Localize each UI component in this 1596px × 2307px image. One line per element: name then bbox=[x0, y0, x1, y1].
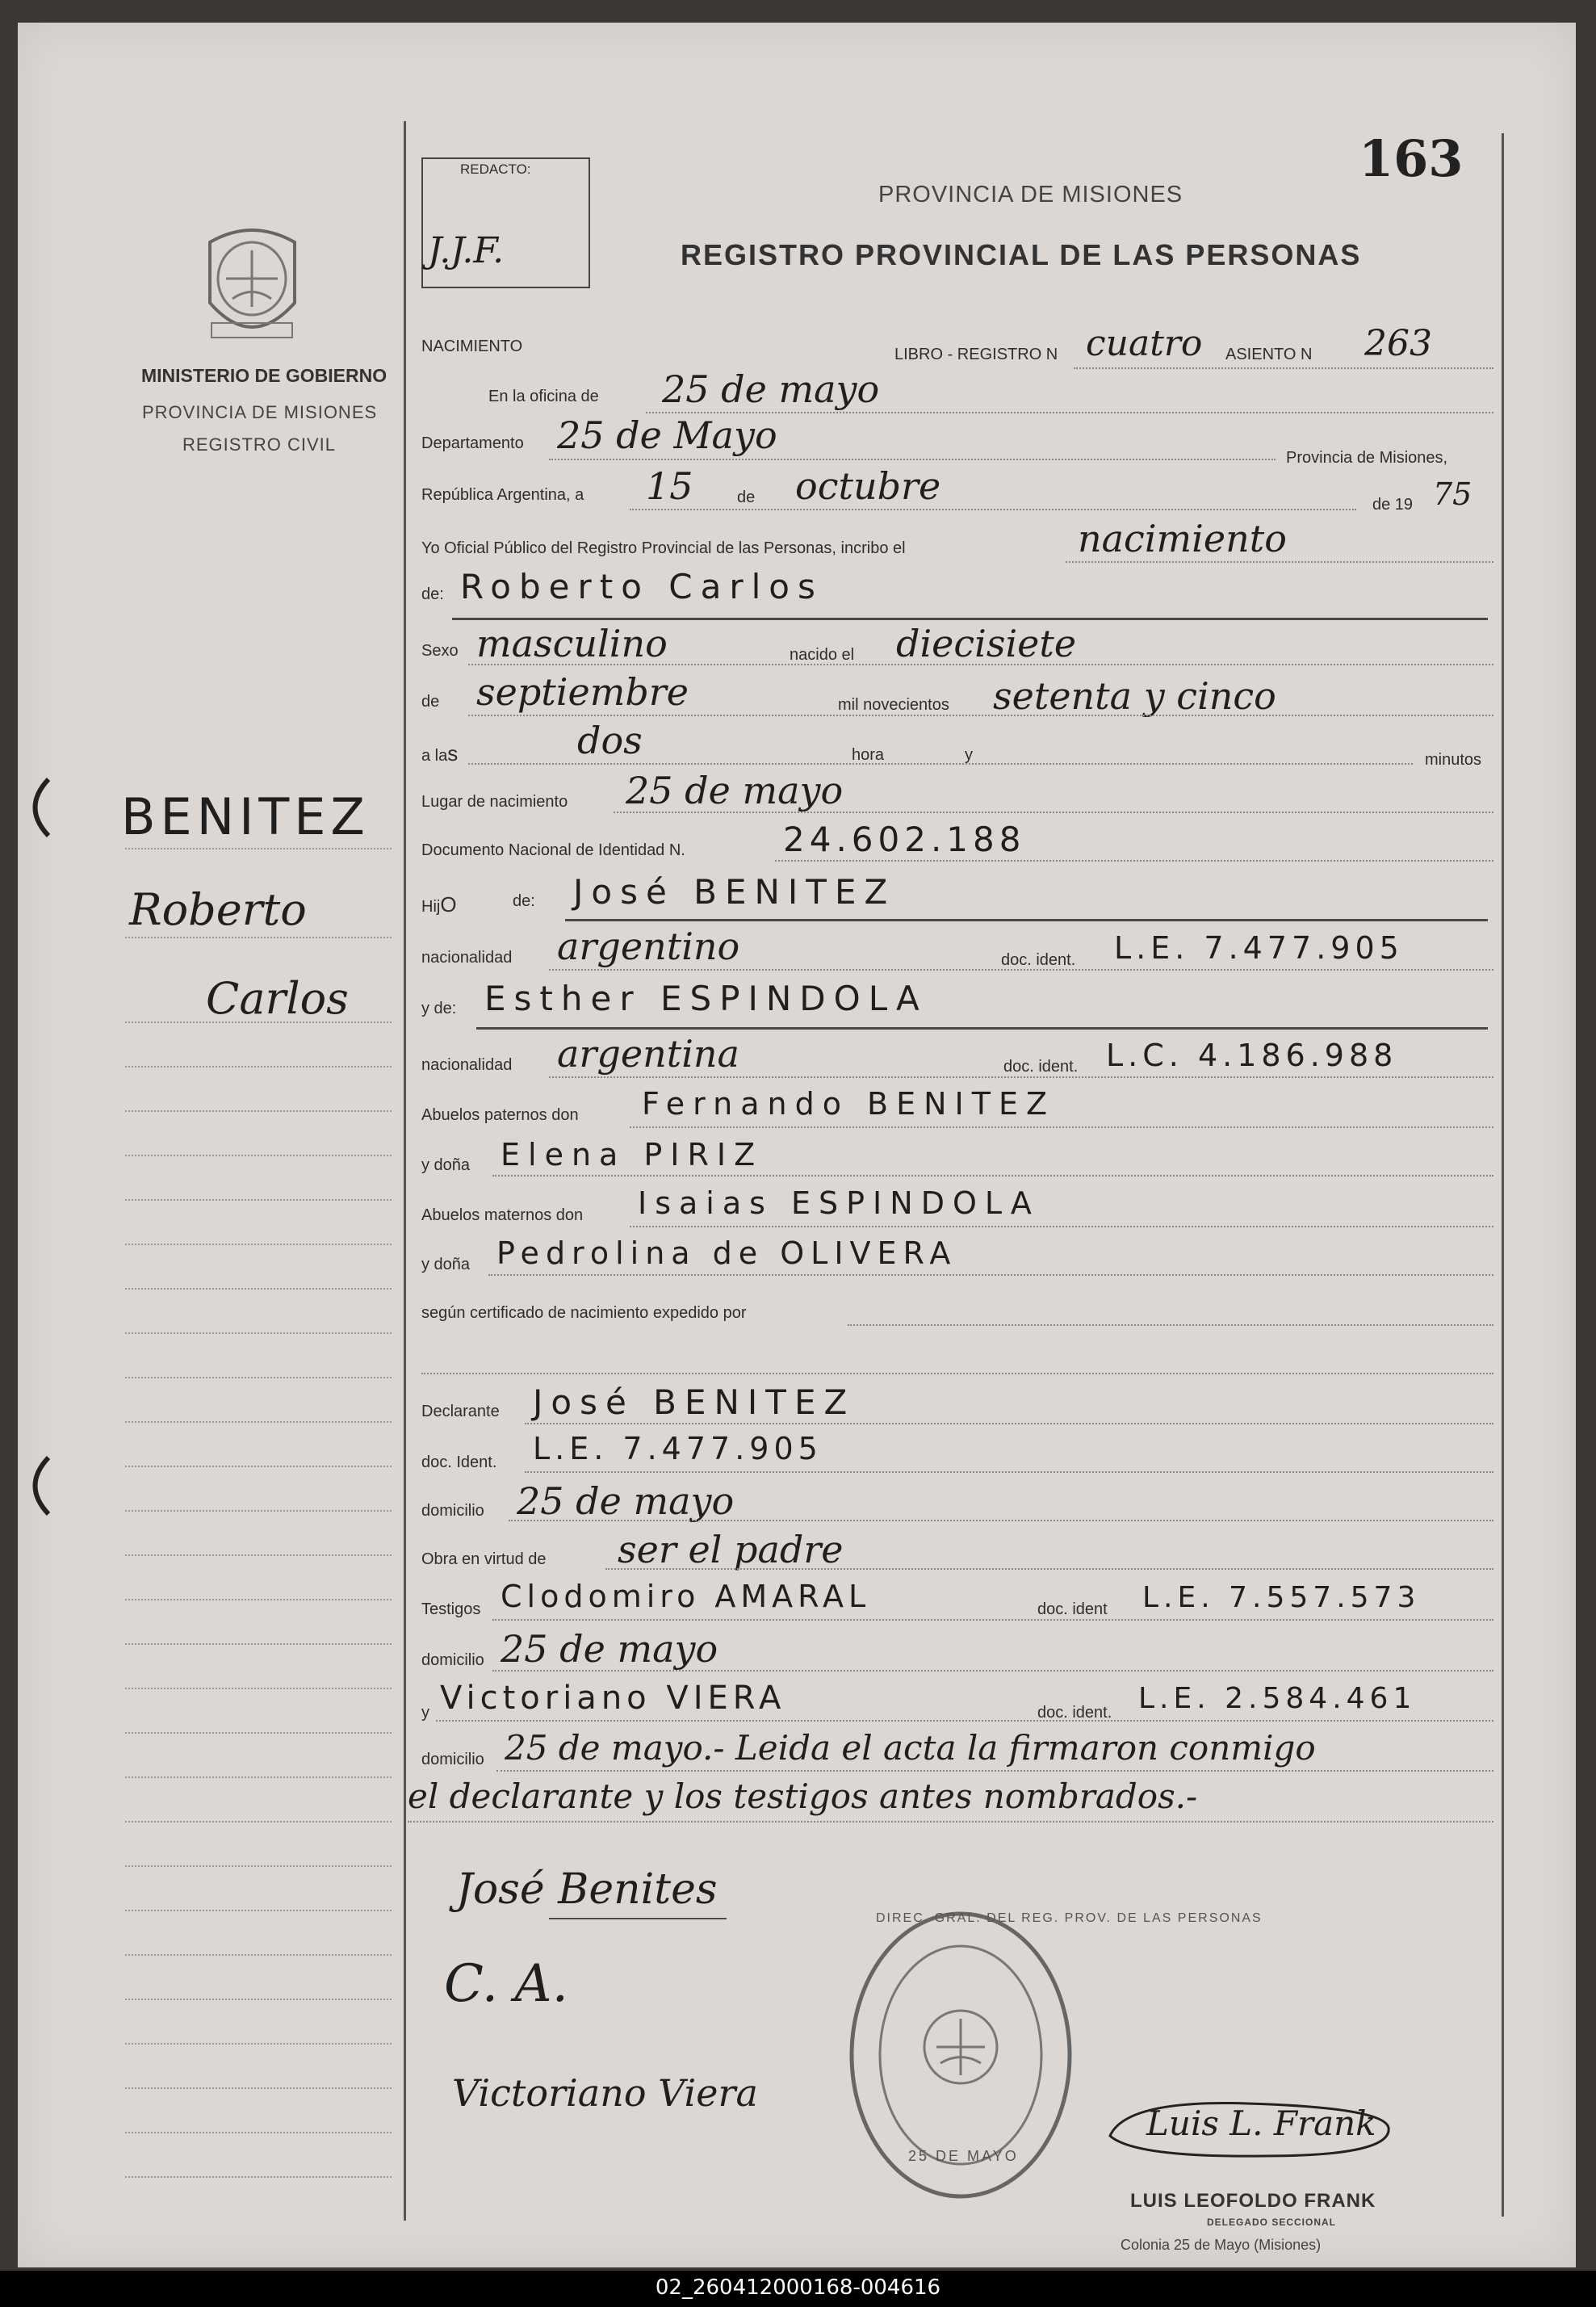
provincia-label: Provincia de Misiones, bbox=[1286, 449, 1448, 467]
doc4-value: L.E. 2.584.461 bbox=[1138, 1682, 1417, 1715]
left-column-divider bbox=[404, 121, 406, 2221]
domicilio1-label: domicilio bbox=[421, 1502, 484, 1520]
hijo-de-label: de: bbox=[513, 892, 535, 910]
lugar-label: Lugar de nacimiento bbox=[421, 793, 568, 811]
margin-line bbox=[125, 1954, 392, 1956]
closing-line bbox=[408, 1821, 1493, 1823]
margin-line bbox=[125, 2087, 392, 2089]
person-line bbox=[452, 618, 1488, 620]
domicilio3-value: 25 de mayo.- Leida el acta la firmaron conmigo bbox=[505, 1728, 1316, 1768]
docid-label: doc. Ident. bbox=[421, 1453, 497, 1471]
sexo-line bbox=[468, 664, 1493, 665]
libro-value: cuatro bbox=[1086, 323, 1203, 364]
abm2-value: Pedrolina de OLIVERA bbox=[496, 1235, 957, 1271]
nacido-value: diecisiete bbox=[896, 622, 1077, 665]
signature-witness1: C. A. bbox=[444, 1954, 568, 2014]
month-line bbox=[468, 715, 1493, 716]
dni-label: Documento Nacional de Identidad N. bbox=[421, 841, 685, 859]
right-margin-line bbox=[1502, 133, 1504, 2217]
province-heading: PROVINCIA DE MISIONES bbox=[878, 182, 1183, 208]
mother-value: Esther ESPINDOLA bbox=[484, 979, 928, 1018]
record-type-label: NACIMIENTO bbox=[421, 338, 523, 355]
testigos-label: Testigos bbox=[421, 1600, 481, 1618]
margin-line bbox=[125, 1554, 392, 1556]
testigo2-line bbox=[436, 1720, 1493, 1722]
mil-label: mil novecientos bbox=[838, 696, 949, 714]
hijo-label-text: Hij bbox=[421, 898, 441, 916]
doc2-value: L.C. 4.186.988 bbox=[1106, 1038, 1398, 1073]
departamento-value: 25 de Mayo bbox=[557, 413, 777, 457]
lugar-line bbox=[614, 812, 1493, 813]
birth-month-value: septiembre bbox=[476, 670, 689, 714]
asiento-label: ASIENTO N bbox=[1225, 346, 1313, 363]
departamento-line bbox=[549, 459, 1276, 460]
margin-line bbox=[125, 2043, 392, 2045]
domicilio1-value: 25 de mayo bbox=[517, 1479, 735, 1523]
oficina-value: 25 de mayo bbox=[662, 367, 880, 411]
dni-line bbox=[775, 860, 1493, 862]
margin-line bbox=[125, 1155, 392, 1156]
declarante-line bbox=[525, 1423, 1493, 1424]
stamp-inner: 25 DE MAYO bbox=[908, 2148, 1019, 2164]
asiento-value: 263 bbox=[1364, 323, 1432, 364]
doc3-label: doc. ident bbox=[1037, 1600, 1108, 1618]
doc1-value: L.E. 7.477.905 bbox=[1114, 930, 1404, 966]
year-label: de 19 bbox=[1372, 496, 1414, 514]
oficina-label: En la oficina de bbox=[488, 388, 599, 405]
abm2-line bbox=[488, 1274, 1493, 1276]
abm-line bbox=[630, 1226, 1493, 1227]
declarante-label: Declarante bbox=[421, 1403, 500, 1420]
alas-label-text: a la bbox=[421, 747, 448, 765]
redacto-value: J.J.F. bbox=[428, 230, 505, 271]
y-label: y bbox=[965, 746, 973, 764]
abp2-line bbox=[492, 1175, 1493, 1177]
month-value: octubre bbox=[795, 464, 941, 508]
testigo1-line bbox=[492, 1619, 1493, 1621]
nac2-line bbox=[549, 1076, 1493, 1078]
margin-line bbox=[125, 1643, 392, 1645]
inscribo-label: Yo Oficial Público del Registro Provincial de las Personas, incribo el bbox=[421, 539, 906, 557]
birth-year-value: setenta y cinco bbox=[993, 674, 1276, 718]
segun-line-2 bbox=[421, 1373, 1493, 1374]
margin-line bbox=[125, 1110, 392, 1112]
margin-line bbox=[125, 1199, 392, 1201]
signature-declarante: José Benites bbox=[456, 1865, 718, 1914]
margin-line bbox=[125, 1999, 392, 2000]
docid-value: L.E. 7.477.905 bbox=[533, 1431, 823, 1466]
margin-surname: BENITEZ bbox=[121, 787, 370, 846]
segun-label: según certificado de nacimiento expedido por bbox=[421, 1304, 747, 1322]
father-value: José BENITEZ bbox=[573, 872, 896, 912]
libro-line bbox=[1074, 367, 1493, 369]
signature-underline bbox=[549, 1918, 727, 1919]
inscribo-value: nacimiento bbox=[1078, 517, 1287, 560]
official-name: LUIS LEOFOLDO FRANK bbox=[1130, 2190, 1376, 2212]
testigo1-value: Clodomiro AMARAL bbox=[501, 1579, 871, 1614]
margin-line bbox=[125, 1510, 392, 1512]
margin-line bbox=[125, 1066, 392, 1068]
person-value: Roberto Carlos bbox=[460, 567, 823, 606]
certificate-page bbox=[18, 23, 1576, 2267]
official-signature: Luis L. Frank bbox=[1146, 2104, 1376, 2143]
y2-label: y bbox=[421, 1704, 429, 1722]
nac2-value: argentina bbox=[557, 1032, 739, 1076]
inscribo-line bbox=[1066, 561, 1493, 563]
dni-value: 24.602.188 bbox=[783, 820, 1026, 859]
abm-label: Abuelos maternos don bbox=[421, 1206, 584, 1224]
father-line bbox=[565, 919, 1488, 921]
de-label: de bbox=[737, 489, 756, 506]
day-value: 15 bbox=[646, 464, 693, 508]
alas-suffix: s bbox=[447, 741, 459, 766]
margin-line bbox=[125, 937, 392, 938]
margin-line bbox=[125, 1244, 392, 1245]
nac1-value: argentino bbox=[557, 925, 740, 968]
margin-line bbox=[125, 1332, 392, 1334]
margin-line bbox=[125, 2176, 392, 2178]
margin-line bbox=[125, 1688, 392, 1689]
nacido-label: nacido el bbox=[790, 646, 855, 664]
official-place: Colonia 25 de Mayo (Misiones) bbox=[1121, 2237, 1322, 2253]
year-value: 75 bbox=[1433, 476, 1472, 512]
margin-line bbox=[125, 1865, 392, 1867]
domicilio1-line bbox=[509, 1520, 1493, 1521]
date-line bbox=[630, 509, 1356, 510]
doc3-value: L.E. 7.557.573 bbox=[1142, 1581, 1421, 1614]
ministry-line2: PROVINCIA DE MISIONES bbox=[142, 402, 378, 422]
minutos-label: minutos bbox=[1425, 751, 1482, 769]
ydona1-label: y doña bbox=[421, 1156, 471, 1174]
abp2-value: Elena PIRIZ bbox=[501, 1137, 764, 1172]
hora-label: hora bbox=[852, 746, 885, 764]
doc2-label: doc. ident. bbox=[1003, 1058, 1079, 1076]
lugar-value: 25 de mayo bbox=[626, 769, 844, 812]
ministry-line3: REGISTRO CIVIL bbox=[182, 434, 337, 455]
domicilio2-line bbox=[492, 1670, 1493, 1672]
margin-line bbox=[125, 1599, 392, 1600]
docid-line bbox=[525, 1471, 1493, 1473]
binder-hole-top bbox=[18, 775, 50, 840]
hour-value: dos bbox=[577, 719, 643, 762]
margin-line bbox=[125, 1288, 392, 1290]
margin-line bbox=[125, 1821, 392, 1823]
domicilio3-line bbox=[496, 1770, 1493, 1772]
file-caption: 02_260412000168-004616 bbox=[655, 2276, 941, 2300]
signature-witness2: Victoriano Viera bbox=[452, 2071, 758, 2115]
binder-hole-bottom bbox=[18, 1453, 50, 1518]
margin-name1: Roberto bbox=[129, 884, 307, 935]
obra-label: Obra en virtud de bbox=[421, 1550, 547, 1568]
coat-of-arms-emblem bbox=[194, 222, 311, 351]
doc4-label: doc. ident. bbox=[1037, 1704, 1112, 1722]
abp-value: Fernando BENITEZ bbox=[642, 1086, 1055, 1122]
hijo-suffix: O bbox=[440, 892, 457, 917]
registry-heading: REGISTRO PROVINCIAL DE LAS PERSONAS bbox=[681, 238, 1362, 271]
margin-line bbox=[125, 1421, 392, 1423]
alas-label bbox=[421, 741, 458, 766]
doc1-label: doc. ident. bbox=[1001, 951, 1076, 969]
margin-line bbox=[125, 848, 392, 849]
sexo-value: masculino bbox=[476, 622, 668, 665]
abp-label: Abuelos paternos don bbox=[421, 1106, 579, 1124]
abp-line bbox=[630, 1126, 1493, 1128]
margin-line bbox=[125, 1377, 392, 1378]
sheet-number: 163 bbox=[1359, 129, 1464, 188]
margin-line bbox=[125, 2132, 392, 2133]
obra-line bbox=[605, 1568, 1493, 1570]
domicilio3-label: domicilio bbox=[421, 1751, 484, 1768]
republica-label: República Argentina, a bbox=[421, 486, 584, 504]
hour-line bbox=[468, 763, 1413, 765]
sexo-label: Sexo bbox=[421, 642, 459, 660]
mother-line bbox=[476, 1027, 1488, 1030]
declarante-value: José BENITEZ bbox=[533, 1382, 856, 1422]
hijo-label bbox=[421, 892, 457, 917]
domicilio2-value: 25 de mayo bbox=[501, 1627, 718, 1671]
margin-line bbox=[125, 1732, 392, 1734]
domicilio2-label: domicilio bbox=[421, 1651, 484, 1669]
segun-line bbox=[848, 1324, 1493, 1326]
margin-line bbox=[125, 1910, 392, 1911]
person-de-label: de: bbox=[421, 585, 444, 603]
abm-value: Isaias ESPINDOLA bbox=[638, 1185, 1040, 1221]
ydona2-label: y doña bbox=[421, 1256, 471, 1273]
nac1-label: nacionalidad bbox=[421, 949, 513, 967]
margin-line bbox=[125, 1466, 392, 1467]
de2-label: de bbox=[421, 693, 440, 711]
margin-name2: Carlos bbox=[206, 973, 349, 1024]
official-title: DELEGADO SECCIONAL bbox=[1207, 2217, 1337, 2228]
testigo2-value: Victoriano VIERA bbox=[440, 1680, 786, 1717]
departamento-label: Departamento bbox=[421, 434, 524, 452]
ministry-line1: MINISTERIO DE GOBIERNO bbox=[141, 365, 387, 386]
obra-value: ser el padre bbox=[618, 1528, 844, 1571]
stamp-text: DIREC. GRAL. DEL REG. PROV. DE LAS PERSONAS bbox=[876, 1911, 1263, 1925]
redacto-label: REDACTO: bbox=[460, 161, 531, 177]
margin-line bbox=[125, 1776, 392, 1778]
libro-label: LIBRO - REGISTRO N bbox=[894, 346, 1058, 363]
nac2-label: nacionalidad bbox=[421, 1056, 513, 1074]
yde-label: y de: bbox=[421, 1000, 457, 1017]
nac1-line bbox=[549, 969, 1493, 971]
closing-value: el declarante y los testigos antes nombrados.- bbox=[408, 1776, 1198, 1816]
